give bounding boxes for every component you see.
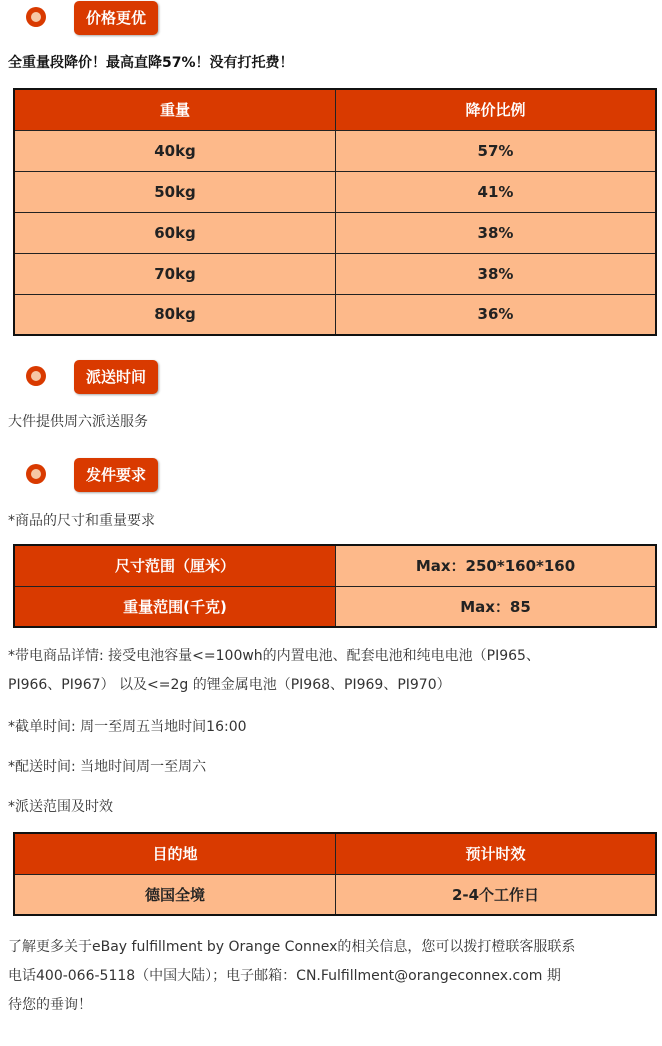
delivery-text: 大件提供周六派送服务	[8, 414, 148, 430]
cell-weight-label: 重量范围(千克)	[14, 586, 336, 627]
table-row	[14, 586, 656, 627]
price-table-header-row	[14, 89, 656, 130]
table-row	[14, 253, 656, 294]
section-title-delivery: 派送时间	[74, 360, 158, 394]
scope-intro: *派送范围及时效	[8, 799, 113, 815]
section-title-price: 价格更优	[74, 1, 158, 35]
battery-line-2: PI966、PI967） 以及<=2g 的锂金属电池（PI968、PI969、PI970）	[8, 677, 451, 693]
bullet-circle-icon	[26, 464, 46, 484]
cutoff-text: *截单时间: 周一至周五当地时间16:00	[8, 719, 247, 735]
contact-paragraph	[8, 933, 658, 1020]
cell-discount: 38%	[336, 212, 657, 253]
table-row	[14, 874, 656, 915]
price-intro: 全重量段降价！最高直降57%！没有打托费！	[8, 55, 294, 71]
table-row	[14, 171, 656, 212]
table-row	[14, 294, 656, 335]
cell-discount: 41%	[336, 171, 657, 212]
cell-discount: 57%	[336, 130, 657, 171]
scope-table	[13, 832, 657, 916]
cell-weight: 60kg	[14, 212, 336, 253]
cell-weight: 40kg	[14, 130, 336, 171]
price-table	[13, 88, 657, 336]
table-row	[14, 545, 656, 586]
delivery-days-text: *配送时间: 当地时间周一至周六	[8, 759, 207, 775]
size-table	[13, 544, 657, 628]
cell-weight: 70kg	[14, 253, 336, 294]
cell-size-label: 尺寸范围（厘米）	[14, 545, 336, 586]
contact-line-2[interactable]: 电话400-066-5118（中国大陆）；电子邮箱：CN.Fulfillment@orangeconnex.com 期	[8, 968, 561, 984]
requirements-intro: *商品的尺寸和重量要求	[8, 513, 155, 529]
table-header-destination: 目的地	[14, 833, 336, 874]
cell-size-value: Max：250*160*160	[336, 545, 657, 586]
table-header-discount: 降价比例	[336, 89, 657, 130]
contact-line-1: 了解更多关于eBay fulfillment by Orange Connex的相关信息，您可以拨打橙联客服联系	[8, 939, 576, 955]
table-row	[14, 212, 656, 253]
table-header-eta: 预计时效	[336, 833, 657, 874]
cell-weight: 50kg	[14, 171, 336, 212]
bullet-circle-icon	[26, 7, 46, 27]
contact-line-3: 待您的垂询！	[8, 997, 92, 1013]
cell-destination: 德国全境	[14, 874, 336, 915]
section-title-requirements: 发件要求	[74, 458, 158, 492]
battery-details	[8, 642, 658, 700]
cell-discount: 38%	[336, 253, 657, 294]
table-row	[14, 130, 656, 171]
cell-discount: 36%	[336, 294, 657, 335]
cell-weight-value: Max：85	[336, 586, 657, 627]
cell-eta: 2-4个工作日	[336, 874, 657, 915]
scope-table-header-row	[14, 833, 656, 874]
cell-weight: 80kg	[14, 294, 336, 335]
bullet-circle-icon	[26, 366, 46, 386]
battery-line-1: *带电商品详情: 接受电池容量<=100wh的内置电池、配套电池和纯电电池（PI965、	[8, 648, 540, 664]
table-header-weight: 重量	[14, 89, 336, 130]
